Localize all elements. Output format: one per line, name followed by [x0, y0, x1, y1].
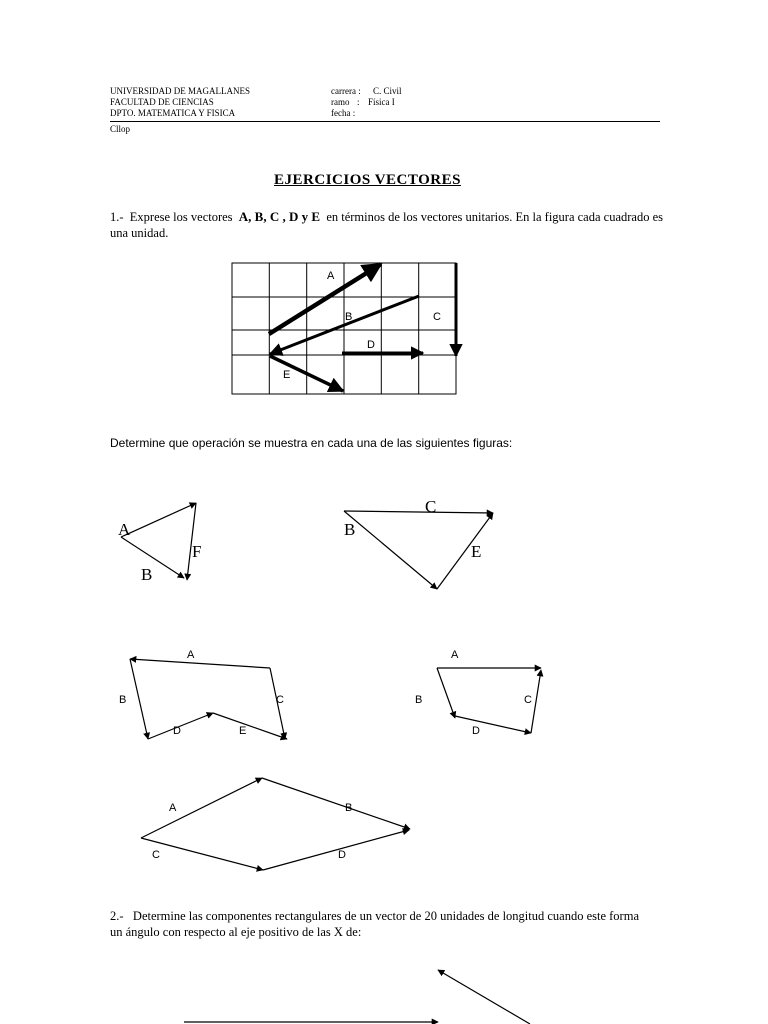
ramo-value: Física I — [368, 97, 395, 107]
figure-1-label-f: F — [192, 542, 202, 561]
grid-vector-a — [269, 264, 381, 334]
grid-label-b: B — [345, 311, 353, 323]
figure-3-polygon — [130, 659, 287, 739]
figure-2-label-c: C — [425, 497, 437, 516]
figure-5-parallelogram — [141, 778, 410, 870]
department-name: DPTO. MATEMATICA Y FISICA — [110, 108, 236, 118]
figure-1-triangle — [121, 503, 196, 580]
exercise-2-vectors — [184, 970, 530, 1024]
figure-4-label-c: C — [524, 694, 532, 706]
grid-label-e: E — [283, 369, 291, 381]
ramo-separator: : — [357, 97, 360, 107]
carrera-label: carrera : — [331, 86, 361, 96]
figure-1-label-a: A — [118, 520, 131, 539]
figure-5-label-b: B — [345, 802, 353, 814]
page-title: EJERCICIOS VECTORES — [274, 172, 461, 188]
operations-prompt: Determine que operación se muestra en cada una de las siguientes figuras: — [110, 436, 513, 450]
unit-grid — [232, 263, 456, 394]
figure-4-label-b: B — [415, 694, 423, 706]
figure-3-label-c: C — [276, 694, 284, 706]
exercise-2-body: Determine las componentes rectangulares de un vector de 20 unidades de longitud cuando este forma un ángulo con respecto al eje positivo de las X de: — [110, 909, 639, 939]
grid-label-a: A — [327, 270, 335, 282]
carrera-value: C. Civil — [373, 86, 402, 96]
figure-2-label-b: B — [344, 520, 356, 539]
author-initials: Cllop — [110, 124, 131, 134]
grid-label-c: C — [433, 311, 441, 323]
faculty-name: FACULTAD DE CIENCIAS — [110, 97, 214, 107]
exercise-1-post: en términos de los vectores unitarios. En la figura cada cuadrado es una unidad. — [110, 210, 663, 240]
figure-3-label-e: E — [239, 725, 247, 737]
exercise-1-number: 1.- — [110, 210, 124, 224]
figure-5-label-c: C — [152, 849, 160, 861]
figure-3-label-a: A — [187, 649, 195, 661]
figure-1-label-b: B — [141, 565, 153, 584]
figure-3-label-b: B — [119, 694, 127, 706]
figure-2-label-e: E — [471, 542, 482, 561]
exercise-1-vectors: A, B, C , D y E — [238, 209, 321, 224]
exercise-2-number: 2.- — [110, 909, 124, 923]
university-name: UNIVERSIDAD DE MAGALLANES — [110, 86, 250, 96]
figure-5-label-d: D — [338, 849, 346, 861]
figure-3-label-d: D — [173, 725, 181, 737]
grid-label-d: D — [367, 339, 375, 351]
figure-4-label-d: D — [472, 725, 480, 737]
figure-4-label-a: A — [451, 649, 459, 661]
figure-5-label-a: A — [169, 802, 177, 814]
exercise-1-pre: Exprese los vectores — [129, 210, 233, 224]
fecha-label: fecha : — [331, 108, 356, 118]
ramo-label: ramo — [331, 97, 350, 107]
grid-vectors — [269, 263, 456, 391]
